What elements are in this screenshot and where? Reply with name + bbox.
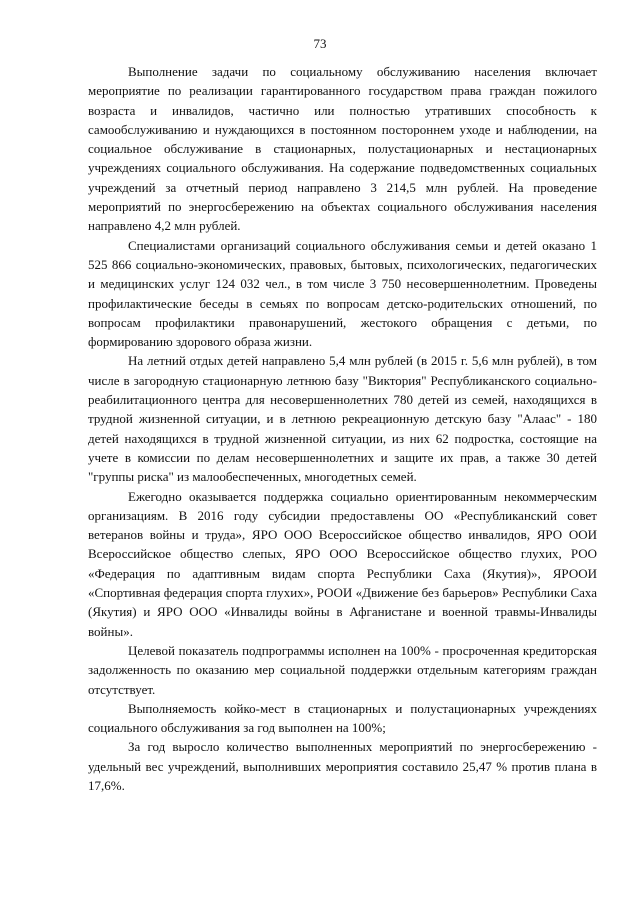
paragraph-nonprofit-support: Ежегодно оказывается поддержка социально ориентированным некоммерческим организациям. В 2016 году субсидии предоставлены ОО «Республиканский совет ветеранов войны и труда», ЯРО ООО Всероссийское общество инвалидов, ЯРО ООИ Всероссийское общество слепых, ЯРО ООО Всероссийское общество глухих, РОО «Федерация по адаптивным видам спорта Республики Саха (Якутия)», ЯРООИ «Спортивная федерация спорта глухих», РООИ «Движение без барьеров» Республики Саха (Якутия) и ЯРО ООО «Инвалиды войны в Афганистане и военной травмы-Инвалиды войны».: [88, 488, 597, 639]
paragraph-energy-saving: За год выросло количество выполненных мероприятий по энергосбережению - удельный вес учреждений, выполнивших мероприятия составило 25,47 % против плана в 17,6%.: [88, 739, 597, 793]
paragraph-bed-occupancy: Выполняемость койко-мест в стационарных и полустационарных учреждениях социального обслуживания за год выполнен на 100%;: [88, 700, 597, 736]
document-body: [88, 62, 597, 795]
page-number: 73: [313, 36, 327, 51]
paragraph-social-services: Выполнение задачи по социальному обслуживанию населения включает мероприятие по реализации гарантированного государством права граждан пожилого возраста и инвалидов, частично или полностью утративших способность к самообслуживанию и нуждающихся в постоянном постороннем уходе и наблюдении, на социальное обслуживание в стационарных, полустационарных и нестационарных учреждениях социального обслуживания. На содержание подведомственных социальных учреждений за отчетный период направлено 3 214,5 млн рублей. На проведение мероприятий по энергосбережению на объектах социального обслуживания населения направлено 4,2 млн рублей.: [88, 64, 597, 234]
paragraph-family-services: Специалистами организаций социального обслуживания семьи и детей оказано 1 525 866 социально-экономических, правовых, бытовых, психологических, педагогических и медицинских услуг 124 032 чел., в том числе 3 750 несовершеннолетним. Проведены профилактические беседы в семьях по вопросам детско-родительских отношений, по вопросам профилактики правонарушений, жестокого обращения с детьми, по формированию здорового образа жизни.: [88, 237, 597, 350]
paragraph-summer-rest: На летний отдых детей направлено 5,4 млн рублей (в 2015 г. 5,6 млн рублей), в том числе в загородную стационарную летнюю базу "Виктория" Республиканского социально-реабилитационного центра для несовершеннолетних 780 детей из семей, находящихся в трудной жизненной ситуации, и в летнюю рекреационную детскую базу "Алаас" - 180 детей находящихся в трудной жизненной ситуации, из них 62 подростка, состоящие на учете в комиссии по делам несовершеннолетних и защите их прав, а также 30 детей "группы риска" из малообеспеченных, многодетных семей.: [88, 353, 597, 485]
paragraph-target-indicator: Целевой показатель подпрограммы исполнен на 100% - просроченная кредиторская задолженность по оказанию мер социальной поддержки отдельным категориям граждан отсутствует.: [88, 642, 597, 697]
